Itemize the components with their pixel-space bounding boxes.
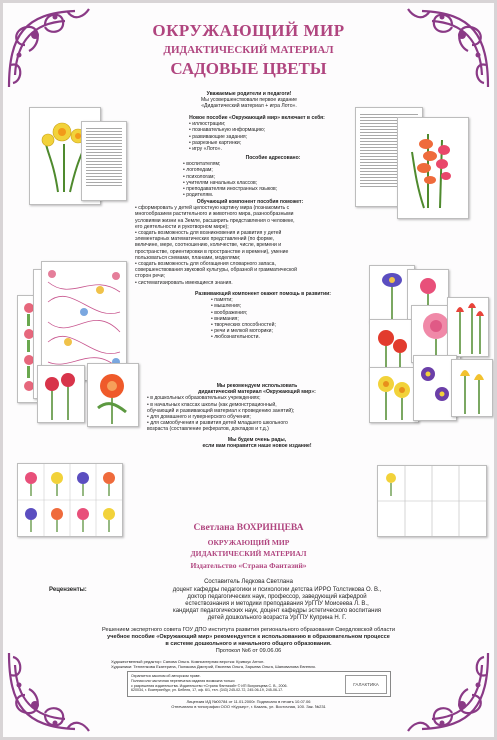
sample-card-poppies [369, 319, 415, 373]
audience-item: • преподавателям иностранных языков; [183, 186, 278, 193]
includes-item: • познавательную информацию; [189, 127, 266, 134]
gladiolus-illustration [406, 124, 460, 210]
reviewer-line: доктор педагогических наук, профессор, заведующий кафедрой [187, 594, 367, 600]
copyright-line: 620034, г. Екатеринбург, ул. Бебеля, 17, оф. 6/1, тел. (343) 245-02-72, 245-06-19, 245-06-17. [131, 688, 284, 693]
reviewer-line: доцент кафедры педагогики и психологии детства ИРРО Толстикова О. В., [172, 587, 382, 593]
recommend-line: обучающий и развивающий материал к проведению занятий); [147, 407, 295, 414]
author-series: ОКРУЖАЮЩИЙ МИР [207, 538, 290, 547]
poster-title: ОКРУЖАЮЩИЙ МИР [152, 21, 345, 40]
sample-card-tulips [447, 297, 489, 357]
reviewers-block [107, 587, 447, 622]
copyright-box [127, 671, 391, 697]
recommend-line: • для самообучения и развития детей младшего школьного [147, 420, 288, 427]
sample-card-yellow-flowers [369, 367, 419, 423]
sample-card-red-flowers [37, 365, 85, 423]
recommend-line: • в начальных классах школы (как демонстрационный, [147, 401, 277, 408]
learning-line: • создать возможность для обогащения словарного запаса, [135, 261, 276, 268]
learning-line: его деятельности и рукотворном мире); [135, 223, 229, 230]
learning-line: сторон речи; [135, 273, 165, 280]
recommend-line: • для домашнего и гувернерского обучения; [147, 414, 251, 421]
learning-block [135, 199, 365, 286]
reviewers-label [49, 587, 87, 594]
footer-line: Отпечатано в типографии ООО «Курьер», г. Казань, ул. Восточная, 100. Зак. №231 [171, 704, 326, 709]
reviewers-label-text: Рецензенты: [49, 587, 87, 593]
audience-block [183, 155, 363, 198]
learning-line: пользоваться схемами, планами, моделями; [135, 254, 241, 261]
developing-heading: Развивающий компонент окажет помощь в развитии: [195, 291, 331, 297]
imprint-editor: Художественный редактор: Сапова Ольга. Компьютерная верстка: Кривоус Антон. [111, 659, 265, 664]
learning-line: величине, мере, соотношению, количестве, числе, времени и [135, 242, 282, 249]
sample-text-card-left [81, 121, 127, 201]
footer-line: Лицензия ИД №00784 от 11.01.2000г. Подписано в печать 10.07.06 [186, 699, 311, 704]
compiler: Составитель Ледкова Светлана [204, 579, 293, 585]
intro-line-1: Мы усовершенствовали первое издание [201, 97, 297, 104]
reviewer-line: детей дошкольного возраста УрГПУ Куприна Н. Г. [207, 615, 347, 621]
includes-heading: Новое пособие «Окружающий мир» включает в себя: [189, 115, 325, 121]
learning-heading: Обучающий компонент пособия поможет: [196, 199, 304, 205]
developing-item: • мышления; [211, 303, 242, 310]
poster-subtitle: ДИДАКТИЧЕСКИЙ МАТЕРИАЛ [163, 44, 334, 56]
audience-item: • учителям начальных классов; [183, 179, 258, 186]
footer-block [3, 699, 494, 709]
decision-line: Протокол №6 от 09.06.06 [215, 648, 282, 654]
sample-card-yellow-tulips [451, 359, 493, 417]
intro-greeting: Уважаемые родители и педагоги! [206, 91, 292, 97]
author-type: ДИДАКТИЧЕСКИЙ МАТЕРИАЛ [190, 549, 307, 558]
recommend-heading-1: Мы рекомендуем использовать [216, 383, 298, 389]
includes-block [157, 115, 357, 152]
audience-item: • логопедам; [183, 167, 213, 174]
decision-block [3, 627, 494, 655]
developing-item: • внимания; [211, 315, 239, 322]
recommend-closing-1: Мы будем очень рады, [227, 436, 287, 443]
sample-card-orange-flower [87, 363, 139, 427]
includes-item: • иллюстрации; [189, 121, 226, 128]
developing-item: • воображения; [211, 309, 248, 316]
publisher-logo: ГАЛАКТИКА [345, 675, 387, 694]
developing-block [163, 291, 363, 341]
sample-card-gladiolus [397, 117, 469, 219]
developing-item: • творческих способностей; [211, 322, 276, 329]
copyright-line: с разрешения издательства. Издательство «Страна Фантазий» © ИП Вохринцева С. В., 2006. [131, 683, 288, 688]
decision-line: Решением экспертного совета ГОУ ДПО института развития регионального образования Свердловской области [102, 627, 395, 633]
audience-heading: Пособие адресовано: [245, 155, 301, 161]
recommend-line: • в дошкольных образовательных учреждениях; [147, 395, 261, 402]
includes-item: • развивающие задания; [189, 133, 248, 140]
intro-block [129, 91, 369, 110]
copyright-line: Охраняется законом об авторском праве. [131, 674, 201, 678]
poster-page [3, 3, 494, 737]
learning-line: • создать возможность для возникновения и развития у детей [135, 230, 282, 237]
recommend-heading-2: дидактический материал «Окружающий мир»: [198, 389, 316, 396]
recommend-line: возраста (составление рефератов, докладов и т.д.) [147, 426, 269, 433]
reviewer-line: кандидат педагогических наук, доцент кафедры эстетического воспитания [172, 608, 382, 614]
learning-line: • систематизировать имеющиеся знания. [135, 279, 233, 286]
learning-line: многообразием растительного и животного мира, разнообразными [135, 211, 294, 218]
copyright-line: Полная или частичная перепечатка издания возможна только [131, 678, 235, 683]
learning-line: совершенствования звуковой культуры, образной и грамматической [135, 267, 297, 274]
learning-line: условиями жизни на Земле, расширить представления о человеке, [135, 217, 295, 224]
audience-item: • психологам; [183, 173, 215, 180]
learning-line: пространстве, ориентировки в пространстве и времени), умение [135, 248, 289, 255]
developing-item: • памяти; [211, 297, 233, 304]
intro-line-2: «Дидактический материал + игра Лото». [201, 103, 297, 110]
reviewer-line: естествознания и методики преподавания УрГПУ Моисеева Л. В., [185, 601, 369, 607]
imprint-artists: Художники: Тепленкова Екатерина, Полякова Дмитрий, Евсеева Ольга, Зарьева Ольга, Шаповалова Евгения. [111, 664, 316, 669]
audience-item: • родителям. [183, 192, 214, 199]
poster-topic: САДОВЫЕ ЦВЕТЫ [170, 59, 327, 78]
recommend-block [147, 383, 367, 449]
copyright-text [131, 674, 287, 693]
developing-item: • речи и мелкой моторики; [211, 328, 273, 335]
decision-line: учебное пособие «Окружающий мир» рекомендуется к использованию в образовательном процессе [107, 634, 390, 640]
includes-item: • разрезные картинки; [189, 139, 242, 146]
corner-ornament-bottom-left [5, 649, 91, 735]
learning-line: элементарных математических представлений (по форме, [135, 236, 275, 243]
audience-item: • воспитателям; [183, 161, 221, 168]
learning-line: • сформировать у детей целостную картину мира (познакомить с [135, 205, 290, 212]
author-name: Светлана ВОХРИНЦЕВА [193, 523, 304, 533]
decision-line: в системе дошкольного и начального общего образования. [165, 641, 332, 647]
recommend-closing-2: если вам понравится наше новое издание! [202, 442, 312, 449]
publisher-name: Издательство «Страна Фантазий» [190, 561, 307, 570]
includes-item: • игру «Лото». [189, 146, 222, 153]
developing-item: • любознательности. [211, 334, 260, 341]
corner-ornament-bottom-right [406, 649, 492, 735]
